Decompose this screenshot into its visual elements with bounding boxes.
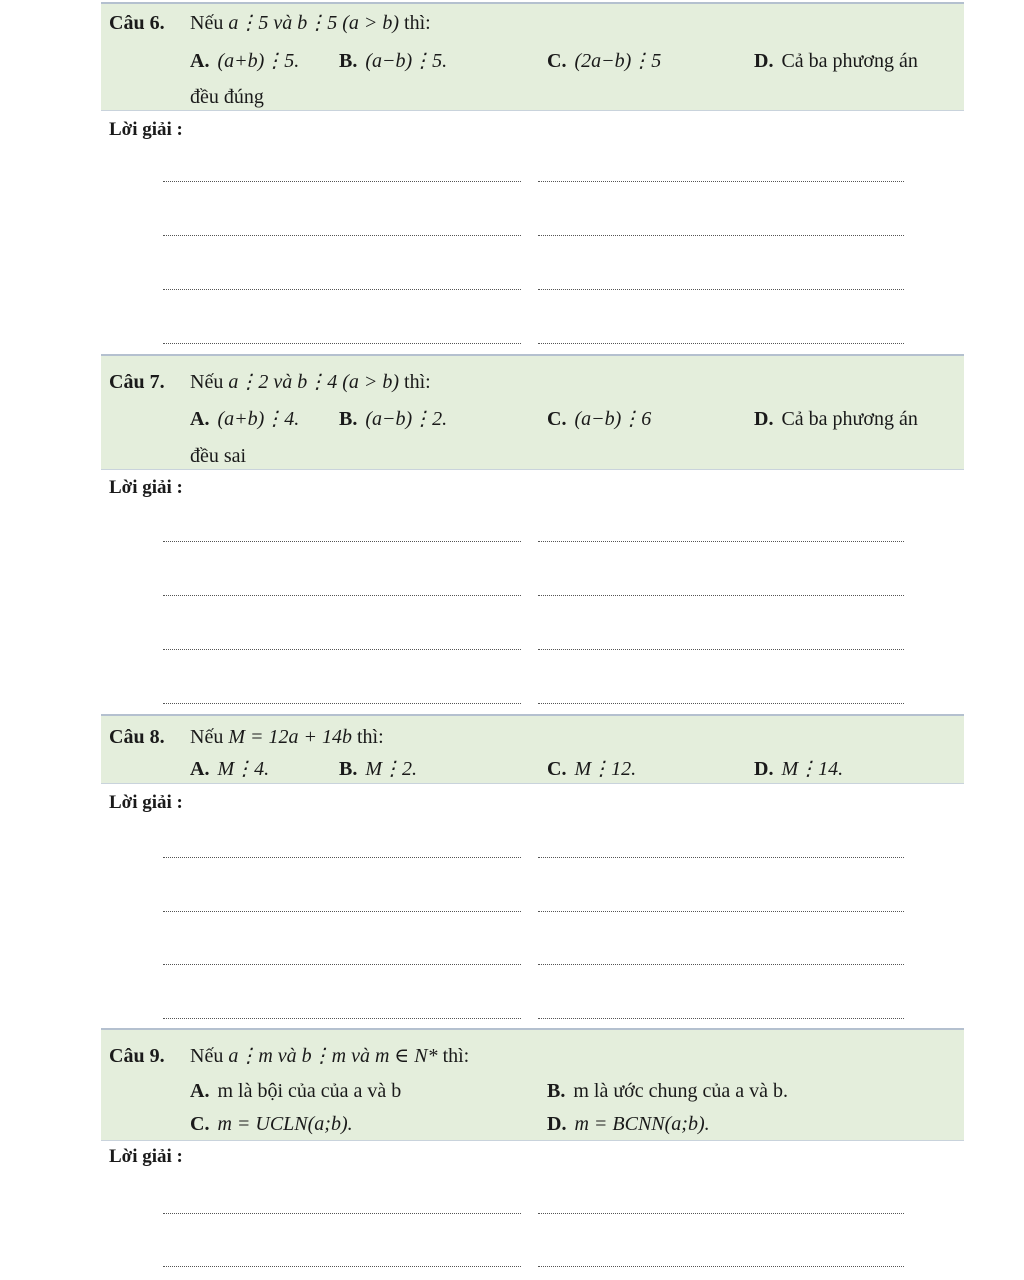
question-8-stem — [190, 725, 384, 749]
question-9-stem — [190, 1044, 469, 1068]
question-6-box — [101, 2, 964, 111]
answer-line[interactable] — [538, 289, 904, 290]
answer-line[interactable] — [538, 181, 904, 182]
option-text: M⋮4. — [217, 758, 270, 780]
answer-line[interactable] — [163, 1213, 521, 1214]
option-a[interactable] — [190, 49, 299, 73]
option-c[interactable] — [190, 1112, 353, 1136]
answer-line[interactable] — [538, 1213, 904, 1214]
stem-suffix: thì: — [404, 371, 431, 393]
option-text: m = BCNN(a;b). — [574, 1113, 710, 1135]
option-key: D. — [547, 1113, 567, 1135]
option-text: m là ước chung của a và b. — [573, 1080, 789, 1102]
question-7-box — [101, 354, 964, 470]
answer-line[interactable] — [538, 343, 904, 344]
answer-line[interactable] — [163, 964, 521, 965]
question-8-box — [101, 714, 964, 784]
option-a[interactable] — [190, 407, 299, 431]
answer-line[interactable] — [538, 235, 904, 236]
answer-line[interactable] — [163, 343, 521, 344]
option-key: B. — [547, 1080, 566, 1102]
answer-line[interactable] — [538, 541, 904, 542]
answer-line[interactable] — [538, 595, 904, 596]
answer-line[interactable] — [163, 289, 521, 290]
stem-prefix: Nếu — [190, 12, 224, 34]
option-key: D. — [754, 50, 774, 72]
stem-math: M = 12a + 14b — [228, 726, 352, 748]
option-key: D. — [754, 758, 774, 780]
question-7-stem — [190, 370, 431, 394]
answer-line[interactable] — [163, 703, 521, 704]
solution-label: Lời giải : — [109, 792, 183, 813]
answer-line[interactable] — [538, 1018, 904, 1019]
question-9-label: Câu 9. — [109, 1045, 165, 1067]
stem-math: a⋮2 và b⋮4 (a > b) — [228, 371, 400, 393]
answer-line[interactable] — [538, 1266, 904, 1267]
stem-prefix: Nếu — [190, 726, 224, 748]
option-d-continuation: đều sai — [190, 445, 247, 467]
option-text: (a−b)⋮5. — [365, 50, 448, 72]
stem-prefix: Nếu — [190, 1045, 224, 1067]
stem-suffix: thì: — [442, 1045, 470, 1067]
stem-math: a⋮m và b⋮m và m ∈ N* — [228, 1045, 438, 1067]
option-text: (a−b)⋮2. — [365, 408, 448, 430]
option-d[interactable] — [754, 407, 918, 431]
solution-label: Lời giải : — [109, 1146, 183, 1167]
option-key: A. — [190, 1080, 210, 1102]
option-text: M⋮2. — [365, 758, 418, 780]
option-d[interactable] — [754, 49, 918, 73]
answer-line[interactable] — [163, 857, 521, 858]
question-7-label: Câu 7. — [109, 371, 165, 393]
answer-line[interactable] — [163, 541, 521, 542]
answer-line[interactable] — [163, 649, 521, 650]
option-text: m = UCLN(a;b). — [217, 1113, 353, 1135]
option-text: (a+b)⋮4. — [217, 408, 300, 430]
option-c[interactable] — [547, 49, 661, 73]
answer-line[interactable] — [163, 181, 521, 182]
option-c[interactable] — [547, 757, 636, 781]
answer-line[interactable] — [163, 911, 521, 912]
answer-line[interactable] — [538, 964, 904, 965]
stem-suffix: thì: — [356, 726, 384, 748]
answer-line[interactable] — [538, 703, 904, 704]
option-key: B. — [339, 758, 358, 780]
option-text: m là bội của của a và b — [217, 1080, 402, 1102]
question-6-stem — [190, 11, 431, 35]
solution-label: Lời giải : — [109, 119, 183, 140]
option-text: (a+b)⋮5. — [217, 50, 300, 72]
option-d-continuation: đều đúng — [190, 86, 264, 108]
option-key: C. — [547, 50, 567, 72]
option-a[interactable] — [190, 757, 269, 781]
answer-line[interactable] — [163, 1018, 521, 1019]
option-key: B. — [339, 50, 358, 72]
stem-prefix: Nếu — [190, 371, 224, 393]
option-key: C. — [547, 408, 567, 430]
question-8-label: Câu 8. — [109, 726, 165, 748]
answer-line[interactable] — [538, 649, 904, 650]
option-text: M⋮12. — [574, 758, 637, 780]
option-key: A. — [190, 758, 210, 780]
option-b[interactable] — [339, 49, 447, 73]
question-6-label: Câu 6. — [109, 12, 165, 34]
option-text: Cả ba phương án — [781, 408, 918, 430]
option-key: B. — [339, 408, 358, 430]
stem-suffix: thì: — [404, 12, 431, 34]
option-d[interactable] — [547, 1112, 710, 1136]
option-a[interactable] — [190, 1079, 401, 1103]
option-text: (a−b)⋮6 — [574, 408, 652, 430]
answer-line[interactable] — [163, 595, 521, 596]
question-9-box — [101, 1028, 964, 1141]
option-key: D. — [754, 408, 774, 430]
answer-line[interactable] — [163, 235, 521, 236]
option-key: C. — [547, 758, 567, 780]
option-text: M⋮14. — [781, 758, 844, 780]
option-b[interactable] — [339, 407, 447, 431]
option-text: (2a−b)⋮5 — [574, 50, 662, 72]
answer-line[interactable] — [163, 1266, 521, 1267]
option-c[interactable] — [547, 407, 651, 431]
stem-math: a⋮5 và b⋮5 (a > b) — [228, 12, 400, 34]
option-b[interactable] — [547, 1079, 788, 1103]
option-key: A. — [190, 408, 210, 430]
answer-line[interactable] — [538, 911, 904, 912]
answer-line[interactable] — [538, 857, 904, 858]
option-key: A. — [190, 50, 210, 72]
option-key: C. — [190, 1113, 210, 1135]
option-d[interactable] — [754, 757, 843, 781]
option-b[interactable] — [339, 757, 417, 781]
option-text: Cả ba phương án — [781, 50, 918, 72]
solution-label: Lời giải : — [109, 477, 183, 498]
